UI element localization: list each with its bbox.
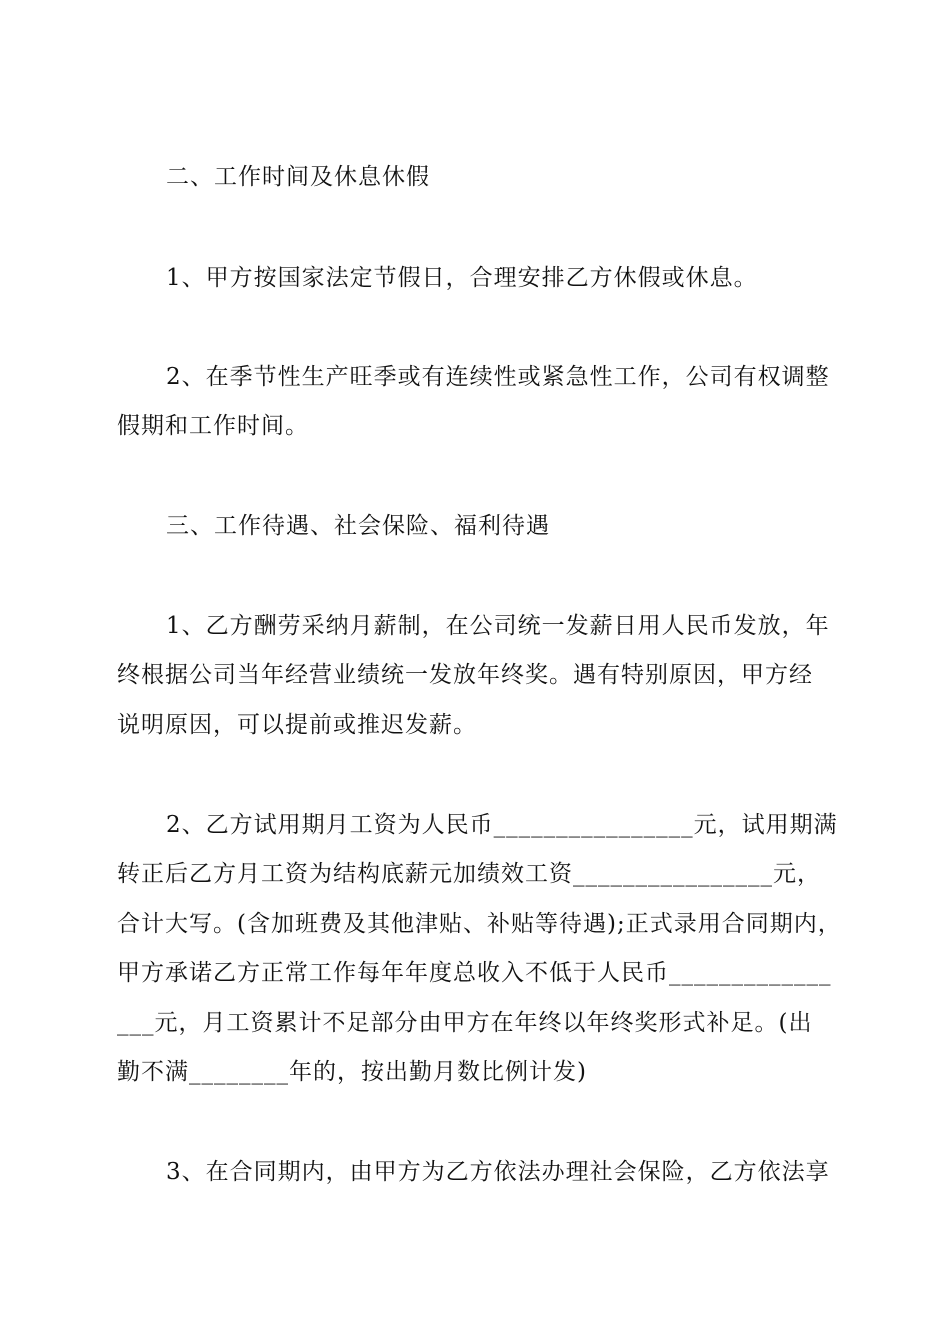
clause-3-1-line-2: 终根据公司当年经营业绩统一发放年终奖。遇有特别原因，甲方经	[117, 662, 813, 688]
clause-3-1-line-1: 1、乙方酬劳采纳月薪制，在公司统一发薪日用人民币发放，年	[166, 613, 830, 639]
clause-3-2-line-1: 2、乙方试用期月工资为人民币________________元，试用期满	[166, 812, 838, 838]
clause-3-2-line-2: 转正后乙方月工资为结构底薪元加绩效工资________________元，	[117, 861, 821, 887]
clause-3-2-line-5: ___元，月工资累计不足部分由甲方在年终以年终奖形式补足。(出	[117, 1010, 813, 1036]
clause-2-2-line-1: 2、在季节性生产旺季或有连续性或紧急性工作，公司有权调整	[166, 364, 830, 390]
clause-2-1: 1、甲方按国家法定节假日，合理安排乙方休假或休息。	[166, 265, 758, 291]
clause-3-3-line-1: 3、在合同期内，由甲方为乙方依法办理社会保险，乙方依法享	[166, 1159, 830, 1185]
clause-3-2-line-4: 甲方承诺乙方正常工作每年年度总收入不低于人民币_____________	[117, 960, 832, 986]
clause-3-2-line-3: 合计大写。(含加班费及其他津贴、补贴等待遇);正式录用合同期内，	[117, 911, 842, 937]
section-heading-compensation: 三、工作待遇、社会保险、福利待遇	[166, 513, 550, 539]
section-heading-work-hours: 二、工作时间及休息休假	[166, 164, 430, 190]
clause-3-2-line-6: 勤不满________年的，按出勤月数比例计发)	[117, 1059, 587, 1085]
clause-3-1-line-3: 说明原因，可以提前或推迟发薪。	[117, 712, 477, 738]
clause-2-2-line-2: 假期和工作时间。	[117, 413, 309, 439]
